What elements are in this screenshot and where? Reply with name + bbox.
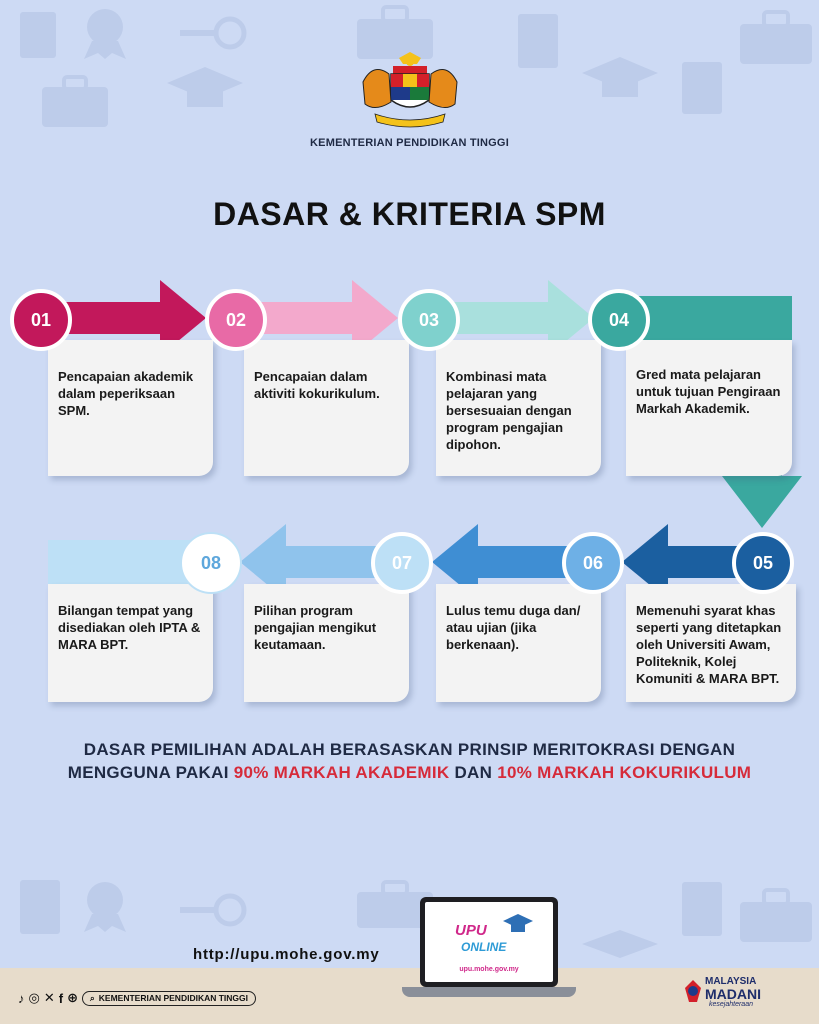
upu-online-logo	[425, 902, 553, 982]
step-badge-04: 04	[588, 289, 650, 351]
social-bar	[18, 990, 256, 1006]
step-badge-03: 03	[398, 289, 460, 351]
social-handle[interactable]	[82, 991, 256, 1006]
graduation-cap-icon	[580, 55, 660, 105]
magnifier-icon	[178, 15, 248, 55]
online-logo-text: ONLINE	[461, 940, 507, 954]
book-icon	[516, 12, 560, 70]
step-badge-06: 06	[562, 532, 624, 594]
step-card-02	[244, 340, 409, 476]
step-text-02: Pencapaian dalam aktiviti kokurikulum.	[254, 369, 380, 401]
step-text-07: Pilihan program pengajian mengikut keutamaan.	[254, 603, 377, 652]
upu-logo-text: UPU	[455, 922, 487, 939]
book-icon	[18, 878, 62, 936]
briefcase-icon	[40, 75, 110, 130]
medal-icon	[80, 878, 130, 933]
step-badge-01: 01	[10, 289, 72, 351]
step-text-01: Pencapaian akademik dalam peperiksaan SPM.	[58, 369, 194, 418]
graduation-cap-icon	[501, 912, 535, 936]
step-badge-05: 05	[732, 532, 794, 594]
graduation-cap-icon	[165, 65, 245, 115]
website-link[interactable]: http://upu.mohe.gov.my	[193, 946, 380, 963]
social-handle-text: KEMENTERIAN PENDIDIKAN TINGGI	[98, 993, 248, 1003]
step-text-08: Bilangan tempat yang disediakan oleh IPTA & MARA BPT.	[58, 603, 201, 652]
facebook-icon[interactable]: f	[58, 990, 64, 1006]
step-card-01	[48, 340, 213, 476]
magnifier-icon	[178, 892, 248, 932]
step-text-05: Memenuhi syarat khas seperti yang ditetapkan oleh Universiti Awam, Politeknik, Kolej Komuniti & MARA BPT.	[636, 603, 782, 686]
step-badge-02: 02	[205, 289, 267, 351]
madani-text-1: MALAYSIA	[705, 976, 757, 987]
briefcase-icon	[738, 888, 814, 943]
step-badge-08: 08	[180, 532, 242, 594]
policy-line-1: DASAR PEMILIHAN ADALAH BERASASKAN PRINSIP MERITOKRASI DENGAN	[83, 740, 736, 759]
graduation-cap-icon	[580, 928, 660, 968]
arrow-08	[48, 540, 198, 584]
madani-emblem-icon	[683, 978, 703, 1004]
step-text-06: Lulus temu duga dan/ atau ujian (jika berkenaan).	[446, 603, 581, 652]
step-card-04	[626, 340, 792, 476]
search-icon: ⌕	[90, 992, 95, 1003]
step-card-05	[626, 584, 796, 702]
step-card-03	[436, 340, 601, 476]
upu-url-text: upu.mohe.gov.my	[459, 966, 519, 973]
step-badge-07: 07	[371, 532, 433, 594]
book-icon	[680, 880, 724, 938]
policy-text-a: MENGGUNA PAKAI	[67, 763, 234, 782]
step-text-04: Gred mata pelajaran untuk tujuan Pengiraan Markah Akademik.	[636, 367, 781, 416]
page-title: DASAR & KRITERIA SPM	[213, 196, 606, 232]
coat-of-arms-logo	[355, 52, 465, 132]
malaysia-madani-logo	[683, 976, 793, 1012]
madani-text-2: MADANI	[705, 986, 761, 1002]
step-card-06	[436, 584, 601, 702]
x-icon[interactable]: ✕	[43, 990, 55, 1005]
ministry-name: KEMENTERIAN PENDIDIKAN TINGGI	[310, 137, 509, 149]
tiktok-icon[interactable]: ♪	[18, 990, 25, 1006]
web-icon[interactable]: ⊕	[67, 990, 78, 1005]
briefcase-icon	[738, 10, 814, 65]
policy-text-c: DAN	[449, 763, 498, 782]
book-icon	[18, 10, 58, 60]
step-card-07	[244, 584, 409, 702]
policy-highlight-academic: 90% MARKAH AKADEMIK	[233, 763, 450, 782]
step-card-08	[48, 584, 213, 702]
instagram-icon[interactable]: ◎	[28, 990, 40, 1005]
madani-text-3: kesejahteraan	[709, 1001, 753, 1008]
step-text-03: Kombinasi mata pelajaran yang bersesuaian dengan program pengajian dipohon.	[446, 369, 572, 452]
policy-statement	[0, 738, 819, 784]
laptop-screen	[420, 897, 558, 987]
policy-highlight-cocurricular: 10% MARKAH KOKURIKULUM	[497, 763, 752, 782]
laptop-base	[402, 987, 576, 997]
medal-icon	[80, 5, 130, 60]
book-icon	[680, 60, 724, 116]
policy-line-2	[0, 761, 819, 784]
laptop-illustration	[402, 895, 576, 999]
